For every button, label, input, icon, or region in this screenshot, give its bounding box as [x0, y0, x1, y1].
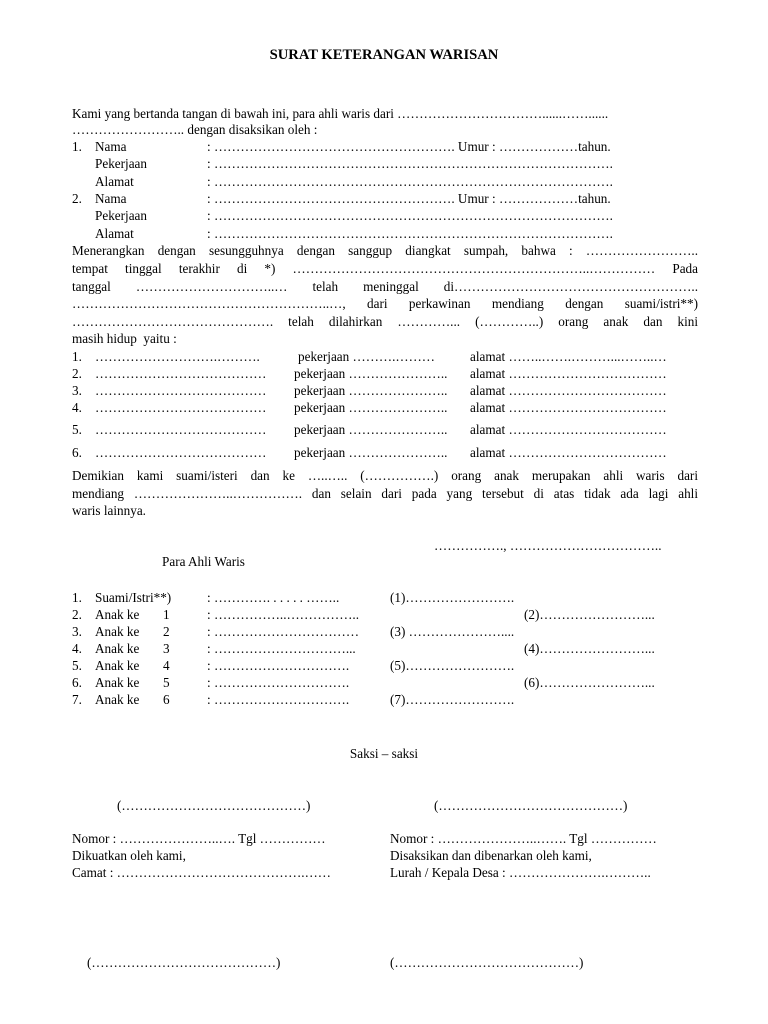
- heir-number: 1.: [72, 590, 82, 605]
- heir-number: 6.: [72, 675, 82, 690]
- child-pekerjaan: pekerjaan …………………..: [294, 366, 448, 381]
- left-camat: Camat : …………………………………….……: [72, 865, 331, 880]
- child-pekerjaan: pekerjaan …………………..: [294, 422, 448, 437]
- heir-name-value: : ……………..……………..: [207, 607, 360, 622]
- person-alamat-label: Alamat: [95, 226, 134, 241]
- witness-left-signature: (……………………………………): [117, 798, 311, 813]
- heir-order: 1: [163, 607, 170, 622]
- child-alamat: alamat ………………………………: [470, 445, 667, 460]
- heirs-heading: Para Ahli Waris: [162, 554, 245, 569]
- right-lurah: Lurah / Kepala Desa : ………………….………..: [390, 865, 651, 880]
- heir-signature: (6)……………………...: [524, 675, 655, 690]
- child-number: 5.: [72, 422, 82, 437]
- person-pekerjaan-value: : ……………………………………………………………………………….: [207, 156, 613, 171]
- child-name: ……………………….……….: [95, 349, 260, 364]
- heir-label: Anak ke: [95, 675, 140, 690]
- witness-right-signature: (……………………………………): [434, 798, 628, 813]
- right-disaksikan: Disaksikan dan dibenarkan oleh kami,: [390, 848, 592, 863]
- heir-signature: (7)…………………….: [390, 692, 515, 707]
- person-pekerjaan-label: Pekerjaan: [95, 208, 147, 223]
- person-pekerjaan-value: : ……………………………………………………………………………….: [207, 208, 613, 223]
- heir-order: 4: [163, 658, 170, 673]
- child-alamat: alamat ………………………………: [470, 400, 667, 415]
- child-alamat: alamat ………………………………: [470, 383, 667, 398]
- statement-line-5: ………………………………………. telah dilahirkan …………... (…………..) orang anak dan kini: [72, 314, 698, 329]
- left-dikuatkan: Dikuatkan oleh kami,: [72, 848, 186, 863]
- statement-line-6: masih hidup yaitu :: [72, 331, 177, 346]
- heir-number: 3.: [72, 624, 82, 639]
- heir-order: 2: [163, 624, 170, 639]
- heir-name-value: : ………………………….: [207, 658, 350, 673]
- child-alamat: alamat ……..…….………...……..…: [470, 349, 667, 364]
- closing-line-2: mendiang …………………..……………. dan selain dari pada yang tersebut di atas tidak ada lagi ahli: [72, 486, 698, 501]
- heir-name-value: : ………………………….: [207, 692, 350, 707]
- heir-signature: (5)…………………….: [390, 658, 515, 673]
- child-pekerjaan: pekerjaan ……….………: [298, 349, 435, 364]
- heir-signature: (3) …………………....: [390, 624, 515, 639]
- witness-heading: Saksi – saksi: [349, 746, 419, 761]
- statement-line-2: tempat tinggal terakhir di *) …………………………………………………………..…………… Pada: [72, 261, 698, 276]
- intro-line-1: Kami yang bertanda tangan di bawah ini, para ahli waris dari ……………………………......……......: [72, 106, 609, 121]
- heir-label: Suami/Istri**): [95, 590, 172, 605]
- child-alamat: alamat ………………………………: [470, 366, 667, 381]
- person-alamat-label: Alamat: [95, 174, 134, 189]
- heir-label: Anak ke: [95, 692, 140, 707]
- document-title: SURAT KETERANGAN WARISAN: [269, 47, 499, 63]
- camat-signature: (……………………………………): [87, 955, 281, 970]
- heir-order: 6: [163, 692, 170, 707]
- child-pekerjaan: pekerjaan …………………..: [294, 383, 448, 398]
- left-nomor: Nomor : …………………..…. Tgl ……………: [72, 831, 326, 846]
- person-nama-label: Nama: [95, 191, 127, 206]
- person-number: 2.: [72, 191, 82, 206]
- heir-label: Anak ke: [95, 658, 140, 673]
- person-nama-label: Nama: [95, 139, 127, 154]
- child-pekerjaan: pekerjaan …………………..: [294, 445, 448, 460]
- child-pekerjaan: pekerjaan …………………..: [294, 400, 448, 415]
- person-number: 1.: [72, 139, 82, 154]
- person-nama-value: : ………………………………………………. Umur : ………………tahun.: [207, 139, 611, 154]
- heir-name-value: : ………………………….: [207, 675, 350, 690]
- heir-name-value: : …………………………...: [207, 641, 356, 656]
- heir-order: 5: [163, 675, 170, 690]
- closing-line-1: Demikian kami suami/isteri dan ke …..….. (…………….) orang anak merupakan ahli waris dari: [72, 468, 698, 483]
- child-alamat: alamat ………………………………: [470, 422, 667, 437]
- heir-number: 2.: [72, 607, 82, 622]
- child-number: 3.: [72, 383, 82, 398]
- intro-line-2: …………………….. dengan disaksikan oleh :: [72, 122, 318, 137]
- child-name: …………………………………: [95, 445, 267, 460]
- heir-number: 4.: [72, 641, 82, 656]
- heir-number: 5.: [72, 658, 82, 673]
- heir-signature: (4)……………………...: [524, 641, 655, 656]
- child-number: 6.: [72, 445, 82, 460]
- child-number: 2.: [72, 366, 82, 381]
- child-name: …………………………………: [95, 400, 267, 415]
- child-number: 1.: [72, 349, 82, 364]
- heir-number: 7.: [72, 692, 82, 707]
- heir-label: Anak ke: [95, 607, 140, 622]
- heir-label: Anak ke: [95, 641, 140, 656]
- heir-signature: (2)……………………...: [524, 607, 655, 622]
- statement-line-4: …………………………………………………..…, dari perkawinan mendiang dengan suami/istri**): [72, 296, 698, 311]
- right-nomor: Nomor : …………………..……. Tgl ……………: [390, 831, 657, 846]
- heir-name-value: : ……………………………: [207, 624, 360, 639]
- heir-signature: (1)…………………….: [390, 590, 515, 605]
- child-name: …………………………………: [95, 366, 267, 381]
- heir-label: Anak ke: [95, 624, 140, 639]
- person-alamat-value: : ……………………………………………………………………………….: [207, 174, 613, 189]
- person-alamat-value: : ……………………………………………………………………………….: [207, 226, 613, 241]
- heir-order: 3: [163, 641, 170, 656]
- person-nama-value: : ………………………………………………. Umur : ………………tahun.: [207, 191, 611, 206]
- heir-name-value: : …………. . . . . . ……..: [207, 590, 340, 605]
- child-name: …………………………………: [95, 422, 267, 437]
- place-date: ……………., ……………………………..: [434, 538, 662, 553]
- person-pekerjaan-label: Pekerjaan: [95, 156, 147, 171]
- closing-line-3: waris lainnya.: [72, 503, 146, 518]
- child-name: …………………………………: [95, 383, 267, 398]
- child-number: 4.: [72, 400, 82, 415]
- statement-line-3: tanggal …………………………..… telah meninggal di………………………………………………..: [72, 279, 698, 294]
- lurah-signature: (……………………………………): [390, 955, 584, 970]
- statement-line-1: Menerangkan dengan sesungguhnya dengan sanggup diangkat sumpah, bahwa : ……………………..: [72, 243, 698, 258]
